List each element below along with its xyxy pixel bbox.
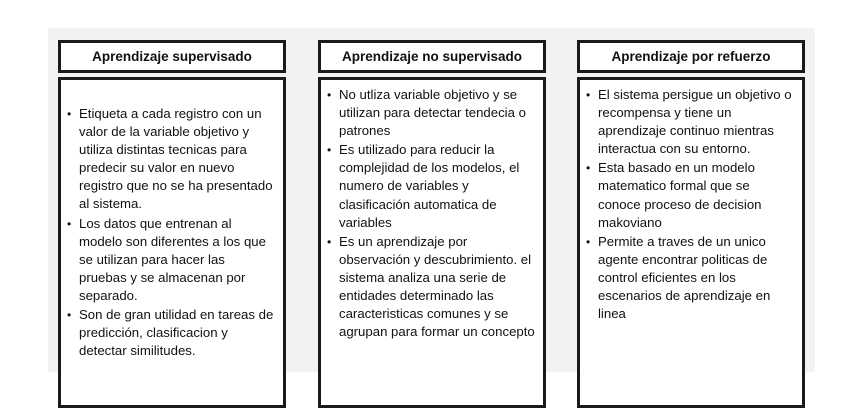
list-item: • Es utilizado para reducir la complejidad de los modelos, el numero de variables y clasificación automatica de variables [327,141,535,231]
column-unsupervised [318,40,546,340]
list-item: • Esta basado en un modelo matematico formal que se conoce proceso de decision makoviano [586,159,794,231]
column-title: Aprendizaje no supervisado [318,40,546,73]
list-item: • El sistema persigue un objetivo o recompensa y tiene un aprendizaje continuo mientras interactua con su entorno. [586,86,794,158]
list-item: • Permite a traves de un unico agente encontrar politicas de control eficientes en los escenarios de aprendizaje en linea [586,233,794,323]
bullet-list [327,86,535,341]
list-item: • Etiqueta a cada registro con un valor de la variable objetivo y utiliza distintas tecnicas para predecir su valor en nuevo registro que no se ha presentado al sistema. [67,105,275,214]
list-item: • Son de gran utilidad en tareas de predicción, clasificacion y detectar similitudes. [67,306,275,360]
bullet-list [586,86,794,323]
column-title: Aprendizaje por refuerzo [577,40,805,73]
column-body [318,77,546,408]
list-item: • No utliza variable objetivo y se utilizan para detectar tendecia o patrones [327,86,535,140]
column-body [58,77,286,408]
column-body [577,77,805,408]
list-item: • Los datos que entrenan al modelo son diferentes a los que se utilizan para hacer las pruebas y se almacenan por separado. [67,215,275,305]
column-reinforcement [577,40,805,322]
bullet-list [67,105,275,360]
column-supervised [58,40,286,359]
list-item: • Es un aprendizaje por observación y descubrimiento. el sistema analiza una serie de entidades determinado las caracteristicas comunes y se agrupan para formar un concepto [327,233,535,342]
column-title: Aprendizaje supervisado [58,40,286,73]
